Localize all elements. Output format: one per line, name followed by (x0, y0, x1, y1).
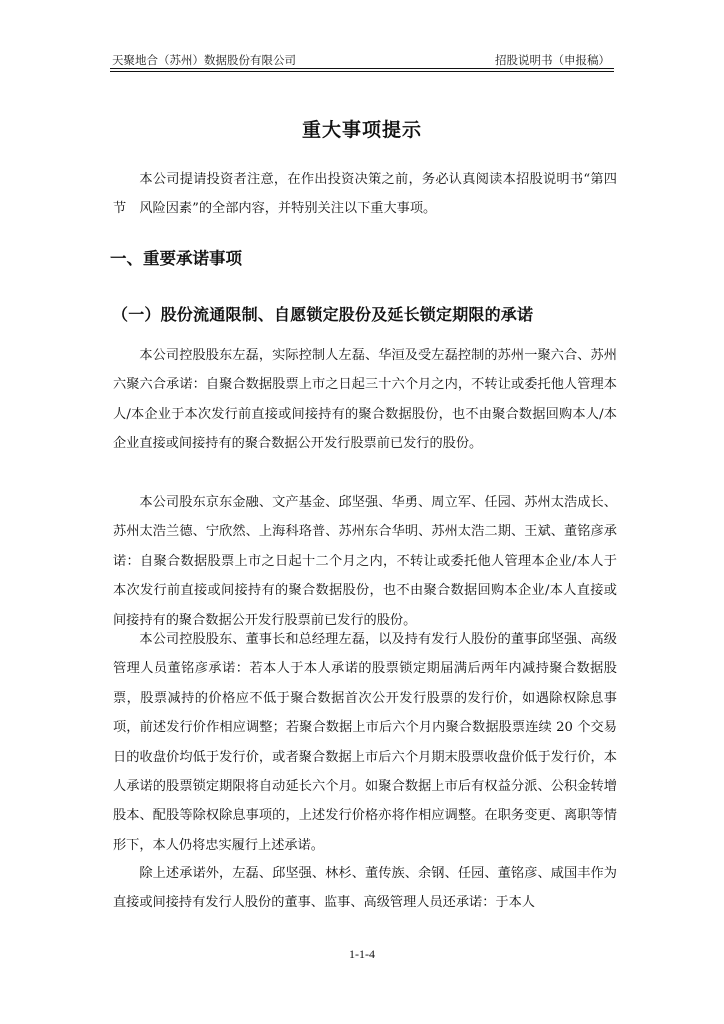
page-header (110, 50, 612, 70)
section-heading: 一、重要承诺事项 (110, 249, 242, 268)
paragraph-controlling-shareholder: 本公司控股股东左磊，实际控制人左磊、华洹及受左磊控制的苏州一聚六合、苏州六聚六合承诺：自聚合数据股票上市之日起三十六个月之内，不转让或委托他人管理本人/本企业于本次发行前直接或间接持有的聚合数据股份，也不由聚合数据回购本人/本企业直接或间接持有的聚合数据公开发行股票前已发行的股份。 (113, 348, 617, 452)
page-number: 1-1-4 (349, 947, 375, 961)
paragraph-directors-commitment: 除上述承诺外，左磊、邱坚强、林杉、董传族、余钢、任园、董铭彦、咸国丰作为直接或间接持有发行人股份的董事、监事、高级管理人员还承诺：于本人 (113, 866, 617, 911)
subsection-heading: （一）股份流通限制、自愿锁定股份及延长锁定期限的承诺 (112, 305, 534, 324)
paragraph-management-commitment: 本公司控股股东、董事长和总经理左磊，以及持有发行人股份的董事邱坚强、高级管理人员董铭彦承诺：若本人于本人承诺的股票锁定期届满后两年内减持聚合数据股票，股票减持的价格应不低于聚合数据首次公开发行股票的发行价，如遇除权除息事项，前述发行价作相应调整；若聚合数据上市后六个月内聚合数据股票连续 20 个交易日的收盘价均低于发行价，或者聚合数据上市后六个月期末股票收盘价低于发行价，本人承诺的股票锁定期限将自动延长六个月。如聚合数据上市后有权益分派、公积金转增股本、配股等除权除息事项的，上述发行价格亦将作相应调整。在职务变更、离职等情形下，本人仍将忠实履行上述承诺。 (113, 632, 617, 853)
header-rule-top (110, 68, 614, 69)
paragraph-shareholders: 本公司股东京东金融、文产基金、邱坚强、华勇、周立军、任园、苏州太浩成长、苏州太浩兰德、宁欣然、上海科珞普、苏州东合华明、苏州太浩二期、王斌、董铭彦承诺：自聚合数据股票上市之日起十二个月之内，不转让或委托他人管理本企业/本人于本次发行前直接或间接持有的聚合数据股份，也不由聚合数据回购本企业/本人直接或间接持有的聚合数据公开发行股票前已发行的股份。 (113, 495, 617, 628)
page-title: 重大事项提示 (301, 119, 422, 141)
header-rule-bottom (110, 71, 614, 72)
header-document-type: 招股说明书（申报稿） (495, 53, 610, 67)
header-company-name: 天聚地合（苏州）数据股份有限公司 (112, 53, 296, 67)
intro-paragraph: 本公司提请投资者注意，在作出投资决策之前，务必认真阅读本招股说明书“第四节 风险因素”的全部内容，并特别关注以下重大事项。 (113, 172, 617, 217)
